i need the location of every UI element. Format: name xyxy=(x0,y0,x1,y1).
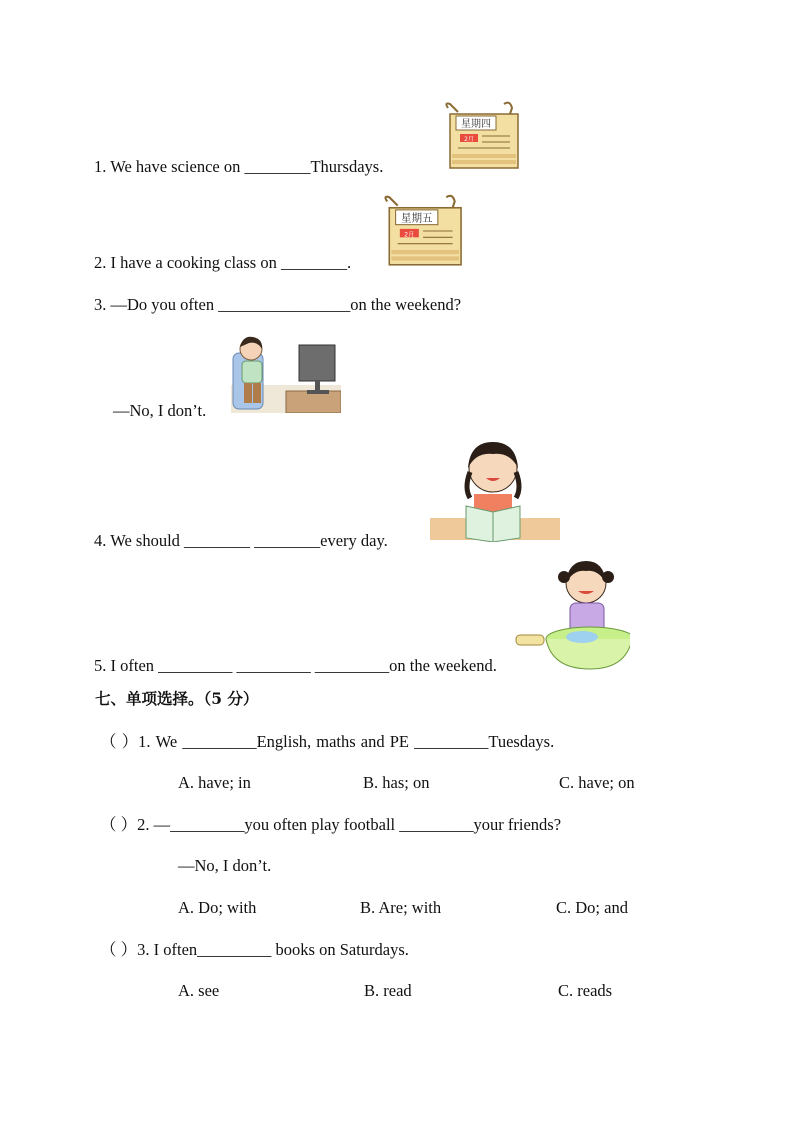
calendar-thursday-label: 星期四 xyxy=(461,119,491,130)
mc-3-option-c: C. reads xyxy=(558,981,613,1000)
girl-reading-image xyxy=(430,438,560,542)
calendar-friday-date: 2月 xyxy=(404,231,415,239)
calendar-friday-label: 星期五 xyxy=(400,212,433,225)
mc-question-2: （ ）2. —_________you often play football _________your friends? xyxy=(100,815,562,834)
question-4: 4. We should ________ ________every day. xyxy=(94,531,388,550)
mc-question-3: （ ）3. I often_________ books on Saturdays. xyxy=(100,940,409,959)
question-3: 3. —Do you often ________________on the weekend? xyxy=(94,295,462,314)
girl-washing-image xyxy=(512,557,630,673)
mc-2-option-a: A. Do; with xyxy=(178,898,257,917)
mc-1-option-c: C. have; on xyxy=(559,773,635,792)
mc-2-option-b: B. Are; with xyxy=(360,898,442,917)
mc-3-option-b: B. read xyxy=(364,981,412,1000)
question-5: 5. I often _________ _________ _________on the weekend. xyxy=(94,656,497,675)
calendar-friday-image xyxy=(378,193,466,269)
question-3-answer: —No, I don’t. xyxy=(113,401,207,420)
section-7-title: 七、单项选择。（5 分） xyxy=(95,689,259,708)
mc-3-option-a: A. see xyxy=(178,981,220,1000)
mc-1-option-a: A. have; in xyxy=(178,773,251,792)
mc-question-2-reply: —No, I don’t. xyxy=(178,856,272,875)
mc-2-option-c: C. Do; and xyxy=(556,898,628,917)
calendar-thursday-date: 2月 xyxy=(464,136,474,143)
question-1: 1. We have science on ________Thursdays. xyxy=(94,157,384,176)
mc-1-option-b: B. has; on xyxy=(363,773,430,792)
calendar-thursday-image xyxy=(440,100,522,172)
boy-computer-image xyxy=(231,333,341,413)
mc-question-1: （ ）1. We _________English, maths and PE _________Tuesdays. xyxy=(100,732,555,751)
question-2: 2. I have a cooking class on ________. xyxy=(94,253,352,272)
